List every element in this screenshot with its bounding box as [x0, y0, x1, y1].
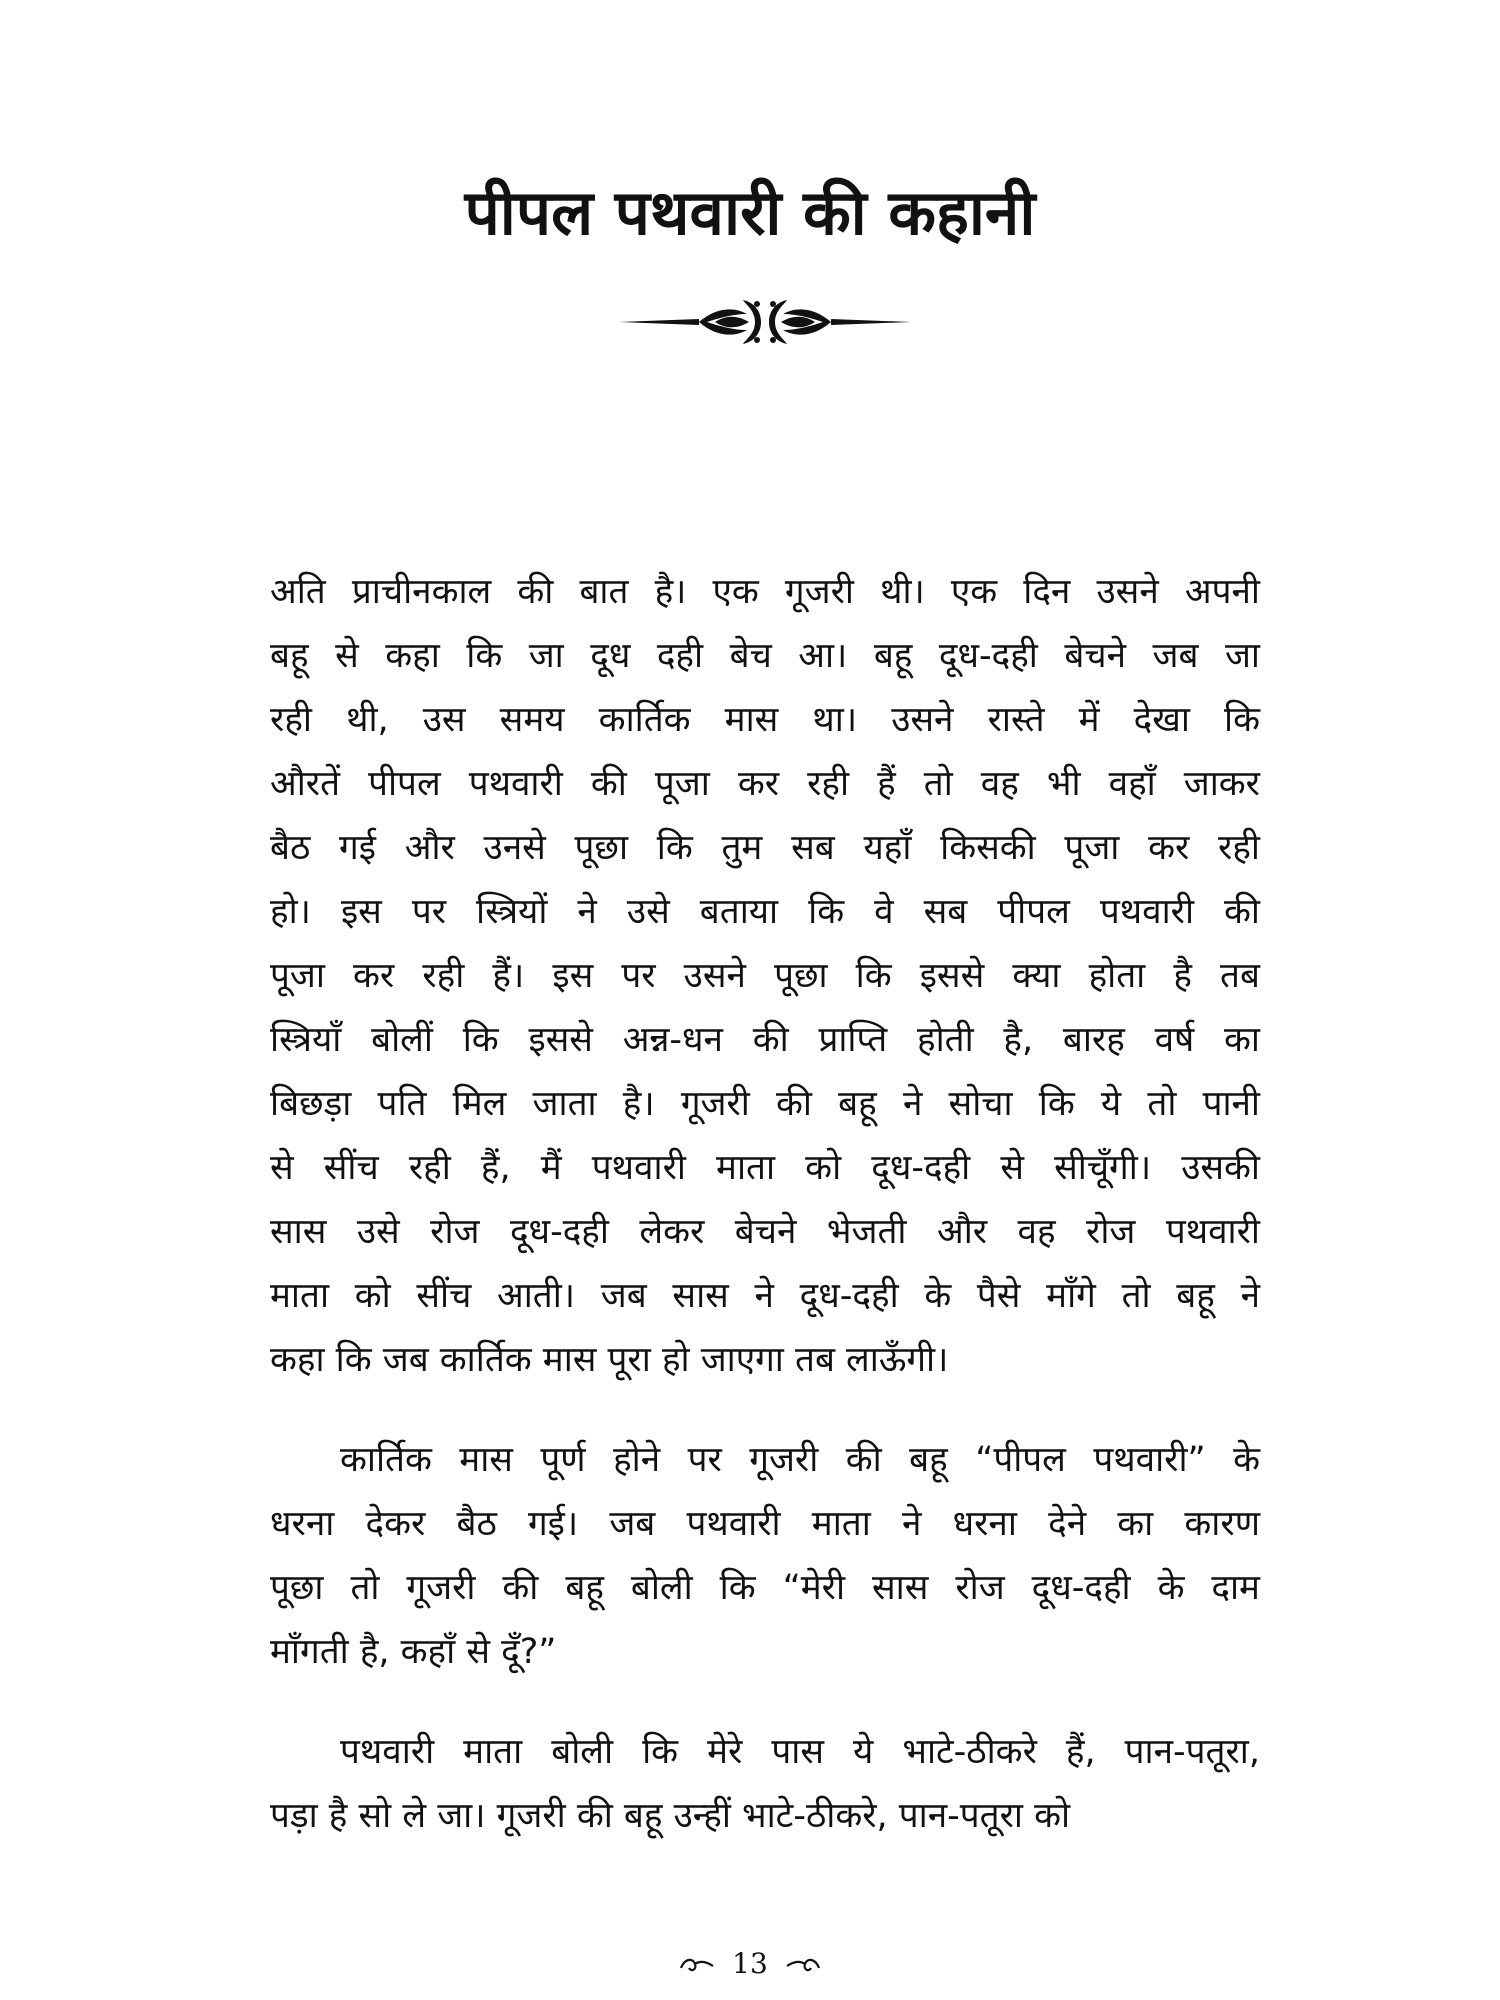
paragraph-gap	[270, 1684, 1260, 1720]
text-line: हो। इस पर स्त्रियों ने उसे बताया कि वे सब पीपल पथवारी की	[270, 892, 1260, 932]
text-line: माता को सींच आती। जब सास ने दूध-दही के पैसे माँगे तो बहू ने	[270, 1276, 1260, 1316]
text-line: औरतें पीपल पथवारी की पूजा कर रही हैं तो वह भी वहाँ जाकर	[270, 764, 1260, 804]
text-line: सास उसे रोज दूध-दही लेकर बेचने भेजती और वह रोज पथवारी	[270, 1212, 1260, 1252]
text-line: धरना देकर बैठ गई। जब पथवारी माता ने धरना देने का कारण	[270, 1504, 1260, 1544]
page-number-footer	[0, 1946, 1500, 1984]
text-line: पड़ा है सो ले जा। गूजरी की बहू उन्हीं भाटे-ठीकरे, पान-पतूरा को	[270, 1796, 1071, 1836]
text-line: पथवारी माता बोली कि मेरे पास ये भाटे-ठीकरे हैं, पान-पतूरा,	[340, 1732, 1260, 1772]
text-line: कहा कि जब कार्तिक मास पूरा हो जाएगा तब लाऊँगी।	[270, 1340, 949, 1380]
text-line: बिछड़ा पति मिल जाता है। गूजरी की बहू ने सोचा कि ये तो पानी	[270, 1084, 1260, 1124]
paragraph-gap	[270, 1392, 1260, 1428]
text-line: माँगती है, कहाँ से दूँ?”	[270, 1632, 557, 1672]
paragraph-3	[270, 1720, 1260, 1848]
page-title: पीपल पथवारी की कहानी	[464, 176, 1036, 249]
paragraph-2	[270, 1428, 1260, 1684]
left-swirl-icon	[679, 1948, 715, 1984]
text-line: बैठ गई और उनसे पूछा कि तुम सब यहाँ किसकी पूजा कर रही	[270, 828, 1260, 868]
text-line: पूजा कर रही हैं। इस पर उसने पूछा कि इससे क्या होता है तब	[270, 956, 1260, 996]
decorative-flourish-icon	[615, 292, 915, 352]
paragraph-1	[270, 560, 1260, 1392]
text-line: रही थी, उस समय कार्तिक मास था। उसने रास्ते में देखा कि	[270, 700, 1260, 740]
text-line: पूछा तो गूजरी की बहू बोली कि “मेरी सास रोज दूध-दही के दाम	[270, 1568, 1260, 1608]
text-line: अति प्राचीनकाल की बात है। एक गूजरी थी। एक दिन उसने अपनी	[270, 572, 1260, 612]
story-body	[270, 560, 1260, 1848]
text-line: स्त्रियाँ बोलीं कि इससे अन्न-धन की प्राप्ति होती है, बारह वर्ष का	[270, 1020, 1260, 1060]
text-line: कार्तिक मास पूर्ण होने पर गूजरी की बहू “पीपल पथवारी” के	[340, 1440, 1260, 1480]
text-line: बहू से कहा कि जा दूध दही बेच आ। बहू दूध-दही बेचने जब जा	[270, 636, 1260, 676]
text-line: से सींच रही हैं, मैं पथवारी माता को दूध-दही से सीचूँगी। उसकी	[270, 1148, 1260, 1188]
right-swirl-icon	[785, 1948, 821, 1984]
page-number: 13	[732, 1947, 768, 1980]
